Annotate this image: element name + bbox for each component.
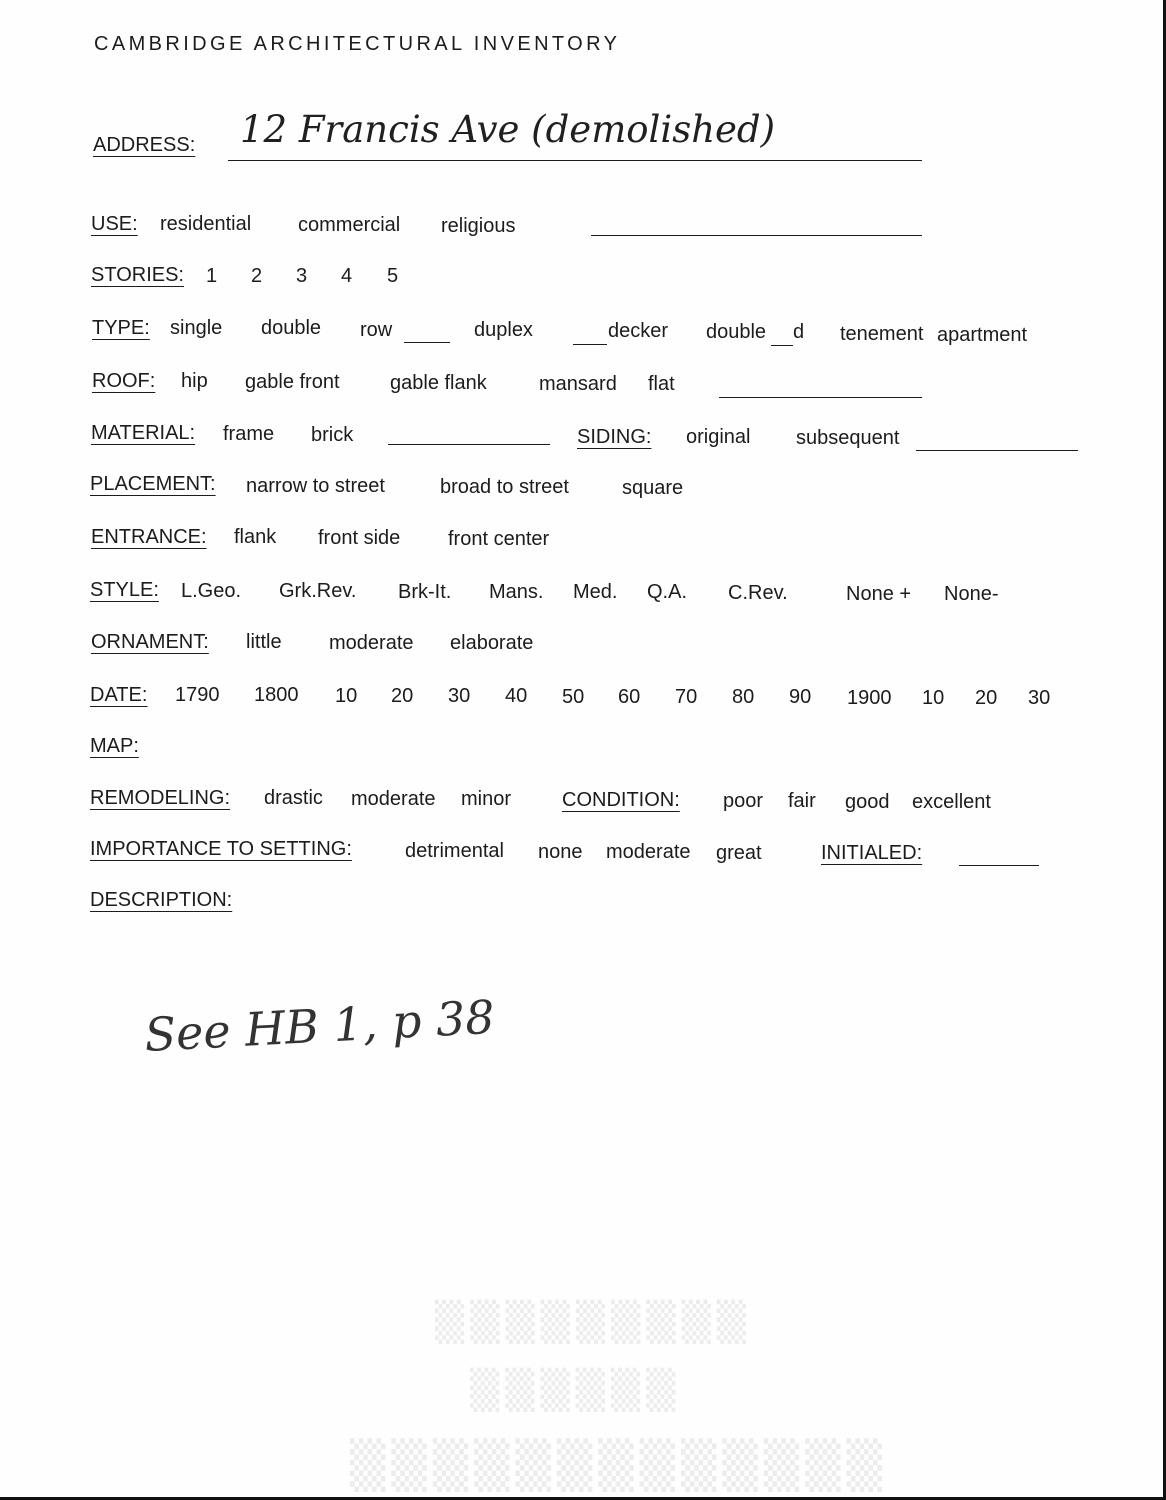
style-label: STYLE:	[90, 579, 159, 601]
ornament-option: elaborate	[450, 632, 534, 654]
ornament-option: little	[246, 631, 282, 653]
description-label: DESCRIPTION:	[90, 889, 233, 911]
address-line	[228, 160, 922, 161]
type-label: TYPE:	[92, 317, 150, 339]
material-option: frame	[223, 423, 275, 445]
material-option: brick	[311, 424, 354, 446]
roof-option: hip	[181, 370, 208, 392]
entrance-option: front center	[448, 528, 550, 550]
use-label: USE:	[91, 213, 138, 235]
material-other-line	[388, 444, 550, 445]
type-option: duplex	[474, 319, 533, 341]
style-option: L.Geo.	[181, 580, 242, 602]
remodeling-option: drastic	[264, 787, 323, 809]
style-option: Med.	[573, 581, 618, 603]
type-option: decker	[608, 320, 669, 342]
date-option: 30	[1028, 687, 1051, 709]
address-handwritten-value: 12 Francis Ave (demolished)	[240, 108, 776, 151]
stories-option: 5	[387, 265, 399, 287]
placement-option: square	[622, 477, 684, 499]
type-option: d	[793, 321, 805, 343]
bleed-through-text: ▒▒▒▒▒▒▒▒▒▒▒▒▒	[350, 1438, 888, 1492]
roof-option: gable flank	[390, 372, 487, 394]
date-option: 80	[732, 686, 755, 708]
type-option: single	[170, 317, 223, 339]
importance-option: moderate	[606, 841, 691, 863]
style-option: None +	[846, 583, 912, 605]
use-option: residential	[160, 213, 252, 235]
importance-option: detrimental	[405, 840, 504, 862]
date-label: DATE:	[90, 684, 148, 706]
siding-option: original	[686, 426, 751, 448]
bleed-through-text: ▒▒▒▒▒▒	[470, 1368, 682, 1412]
siding-other-line	[916, 450, 1078, 451]
roof-option: gable front	[245, 371, 340, 393]
initialed-label: INITIALED:	[821, 842, 923, 864]
style-option: Grk.Rev.	[279, 580, 357, 602]
ornament-label: ORNAMENT:	[91, 631, 209, 653]
use-option: religious	[441, 215, 516, 237]
date-option: 20	[975, 687, 998, 709]
remodeling-option: moderate	[351, 788, 436, 810]
type-option: double	[261, 317, 322, 339]
type-option: double	[706, 321, 767, 343]
condition-option: poor	[723, 790, 764, 812]
condition-option: excellent	[912, 791, 991, 813]
date-option: 20	[391, 685, 414, 707]
date-option: 10	[335, 685, 358, 707]
roof-other-line	[719, 397, 922, 398]
date-option: 30	[448, 685, 471, 707]
siding-label: SIDING:	[577, 426, 652, 448]
roof-label: ROOF:	[92, 370, 156, 392]
style-option: C.Rev.	[728, 582, 788, 604]
stories-option: 2	[251, 265, 263, 287]
date-option: 50	[562, 686, 585, 708]
placement-option: broad to street	[440, 476, 569, 498]
type-option: tenement	[840, 323, 924, 345]
roof-option: flat	[648, 373, 675, 395]
condition-option: good	[845, 791, 890, 813]
style-option: None-	[944, 583, 999, 605]
entrance-option: front side	[318, 527, 401, 549]
map-label: MAP:	[90, 735, 139, 757]
style-option: Q.A.	[647, 581, 688, 603]
material-label: MATERIAL:	[91, 422, 196, 444]
address-label: ADDRESS:	[93, 134, 196, 156]
date-option: 1800	[254, 684, 299, 706]
date-option: 60	[618, 686, 641, 708]
date-option: 70	[675, 686, 698, 708]
importance-option: great	[716, 842, 762, 864]
stories-option: 1	[206, 265, 218, 287]
stories-label: STORIES:	[91, 264, 184, 286]
initialed-line	[959, 865, 1039, 866]
ornament-option: moderate	[329, 632, 414, 654]
importance-label: IMPORTANCE TO SETTING:	[90, 838, 352, 860]
placement-label: PLACEMENT:	[90, 473, 216, 495]
date-option: 90	[789, 686, 812, 708]
bleed-through-text: ▒▒▒▒▒▒▒▒▒	[435, 1300, 753, 1344]
type-row-blank	[404, 342, 450, 343]
type-decker-blank	[573, 344, 607, 345]
entrance-label: ENTRANCE:	[91, 526, 207, 548]
description-handwritten-value: See HB 1, p 38	[143, 989, 496, 1062]
date-option: 10	[922, 687, 945, 709]
use-option: commercial	[298, 214, 401, 236]
remodeling-label: REMODELING:	[90, 787, 231, 809]
entrance-option: flank	[234, 526, 277, 548]
date-option: 1790	[175, 684, 220, 706]
placement-option: narrow to street	[246, 475, 385, 497]
stories-option: 3	[296, 265, 308, 287]
importance-option: none	[538, 841, 583, 863]
condition-option: fair	[788, 790, 816, 812]
style-option: Mans.	[489, 581, 544, 603]
use-other-line	[591, 235, 922, 236]
siding-option: subsequent	[796, 427, 900, 449]
stories-option: 4	[341, 265, 353, 287]
type-double-d-blank	[771, 345, 793, 346]
type-option: apartment	[937, 324, 1028, 346]
roof-option: mansard	[539, 373, 617, 395]
form-title: CAMBRIDGE ARCHITECTURAL INVENTORY	[94, 33, 621, 55]
date-option: 40	[505, 685, 528, 707]
type-option: row	[360, 319, 393, 341]
condition-label: CONDITION:	[562, 789, 680, 811]
remodeling-option: minor	[461, 788, 512, 810]
date-option: 1900	[847, 687, 892, 709]
style-option: Brk-It.	[398, 581, 452, 603]
